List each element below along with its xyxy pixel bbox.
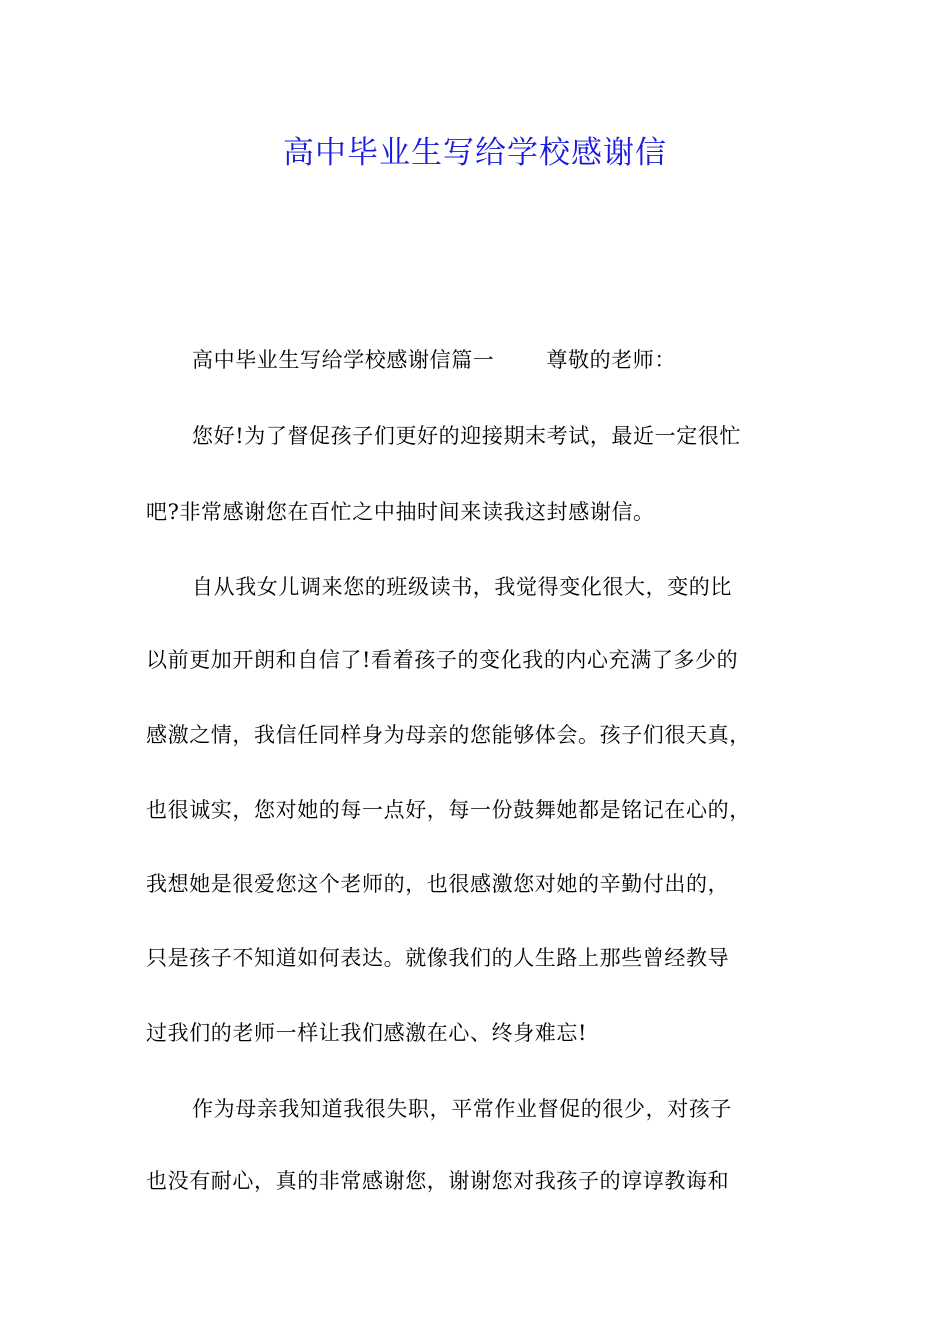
body-line-9: 只是孩子不知道如何表达。就像我们的人生路上那些曾经教导 — [146, 946, 730, 970]
body-line-7: 也很诚实，您对她的每一点好，每一份鼓舞她都是铭记在心的， — [146, 798, 751, 822]
body-line-3: 吧?非常感谢您在百忙之中抽时间来读我这封感谢信。 — [146, 500, 655, 524]
body-line-5: 以前更加开朗和自信了!看着孩子的变化我的内心充满了多少的 — [146, 648, 739, 672]
body-line-1 — [192, 344, 826, 376]
body-line-6: 感激之情，我信任同样身为母亲的您能够体会。孩子们很天真， — [146, 723, 751, 747]
salutation: 尊敬的老师： — [546, 348, 677, 372]
document-title: 高中毕业生写给学校感谢信 — [283, 135, 667, 171]
body-line-10: 过我们的老师一样让我们感激在心、终身难忘! — [146, 1021, 588, 1045]
body-line-2: 您好!为了督促孩子们更好的迎接期末考试，最近一定很忙 — [192, 424, 742, 448]
body-line-4: 自从我女儿调来您的班级读书，我觉得变化很大，变的比 — [192, 575, 732, 599]
body-line-12: 也没有耐心，真的非常感谢您，谢谢您对我孩子的谆谆教诲和 — [146, 1169, 730, 1193]
body-line-11: 作为母亲我知道我很失职，平常作业督促的很少，对孩子 — [192, 1097, 732, 1121]
body-line-8: 我想她是很爱您这个老师的，也很感激您对她的辛勤付出的， — [146, 872, 730, 896]
letter-heading: 高中毕业生写给学校感谢信篇一 — [192, 348, 495, 372]
